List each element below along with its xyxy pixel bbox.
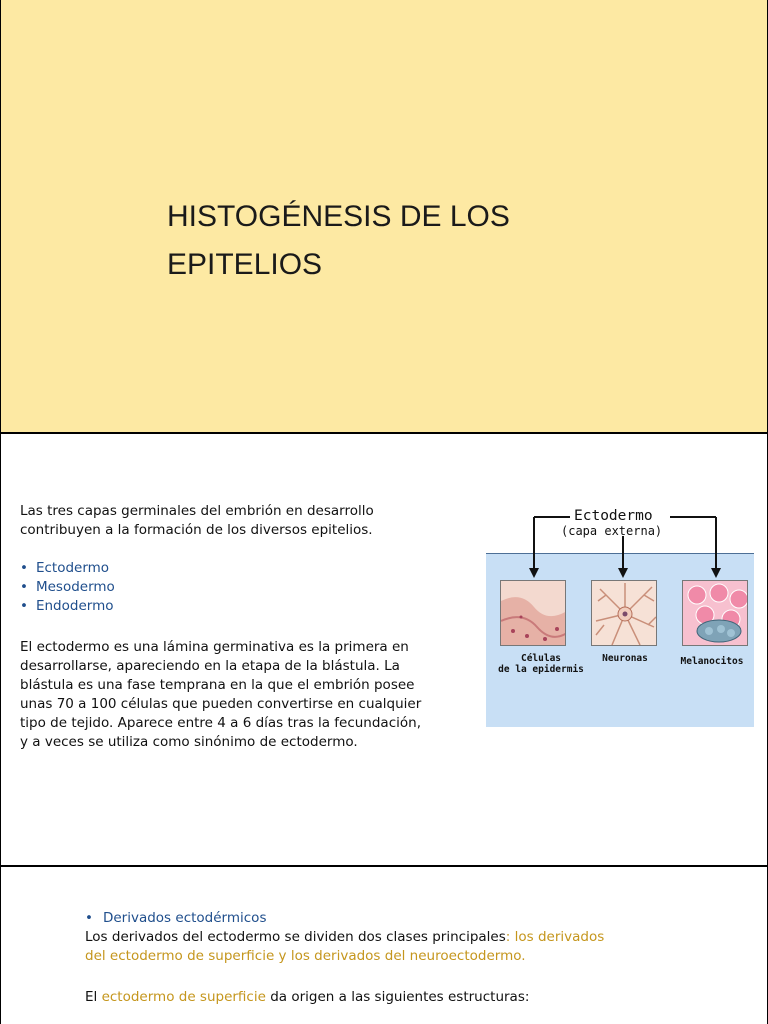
bullet-dot: • [85,910,93,926]
surface-text-prefix: El [85,989,102,1005]
intro-line: Las tres capas germinales del embrión en desarrollo [20,503,374,519]
caption-epidermis-line1: Células [520,653,562,664]
caption-epidermis-line2: de la epidermis [498,664,584,675]
derivatives-bullet-text: Derivados ectodérmicos [102,910,267,926]
caption-neurons: Neuronas [602,653,648,664]
slide-title-line1: HISTOGÉNESIS DE LOS [167,200,510,233]
slide-title [167,193,587,289]
list-item-endodermo: • Endodermo [20,597,115,616]
derivatives-highlight: : los derivados [505,929,605,945]
paragraph-line: blástula es una fase temprana en la que el embrión posee [20,677,415,693]
paragraph-line: tipo de tejido. Aparece entre 4 a 6 días tras la fecundación, [20,715,421,731]
list-item-ectodermo: • Ectodermo [20,559,115,578]
epidermis-cells-image [500,580,566,646]
ectoderm-figure [486,508,754,726]
melanocytes-image [682,580,748,646]
paragraph-line: El ectodermo es una lámina germinativa es la primera en [20,639,409,655]
intro-line: contribuyen a la formación de los diversos epitelios. [20,522,373,538]
surface-text-suffix: da origen a las siguientes estructuras: [265,989,530,1005]
intro-paragraph [20,502,440,540]
caption-epidermis [488,653,594,675]
paragraph-line: unas 70 a 100 células que pueden convertirse en cualquier [20,696,422,712]
ectoderm-paragraph [20,638,480,752]
germ-layer-list [20,559,115,616]
derivatives-bullet [85,909,266,928]
content-slide-ectoderm [0,434,768,867]
surface-ectoderm-highlight: ectodermo de superficie [101,989,266,1005]
slide-title-line2: EPITELIOS [167,248,323,281]
neurons-image [591,580,657,646]
caption-melanocytes: Melanocitos [680,656,744,667]
derivatives-paragraph [85,928,665,966]
surface-ectoderm-paragraph [85,988,665,1007]
figure-title: Ectodermo [574,508,653,524]
derivatives-highlight-line2: del ectodermo de superficie y los derivados del neuroectodermo. [85,948,526,964]
content-slide-derivatives [0,867,768,1024]
derivatives-text: Los derivados del ectodermo se dividen dos clases principales [85,929,506,945]
paragraph-line: desarrollarse, apareciendo en la etapa de la blástula. La [20,658,400,674]
list-item-mesodermo: • Mesodermo [20,578,115,597]
figure-subtitle: (capa externa) [561,524,663,538]
title-slide [0,0,768,434]
paragraph-line: y a veces se utiliza como sinónimo de ectodermo. [20,734,358,750]
